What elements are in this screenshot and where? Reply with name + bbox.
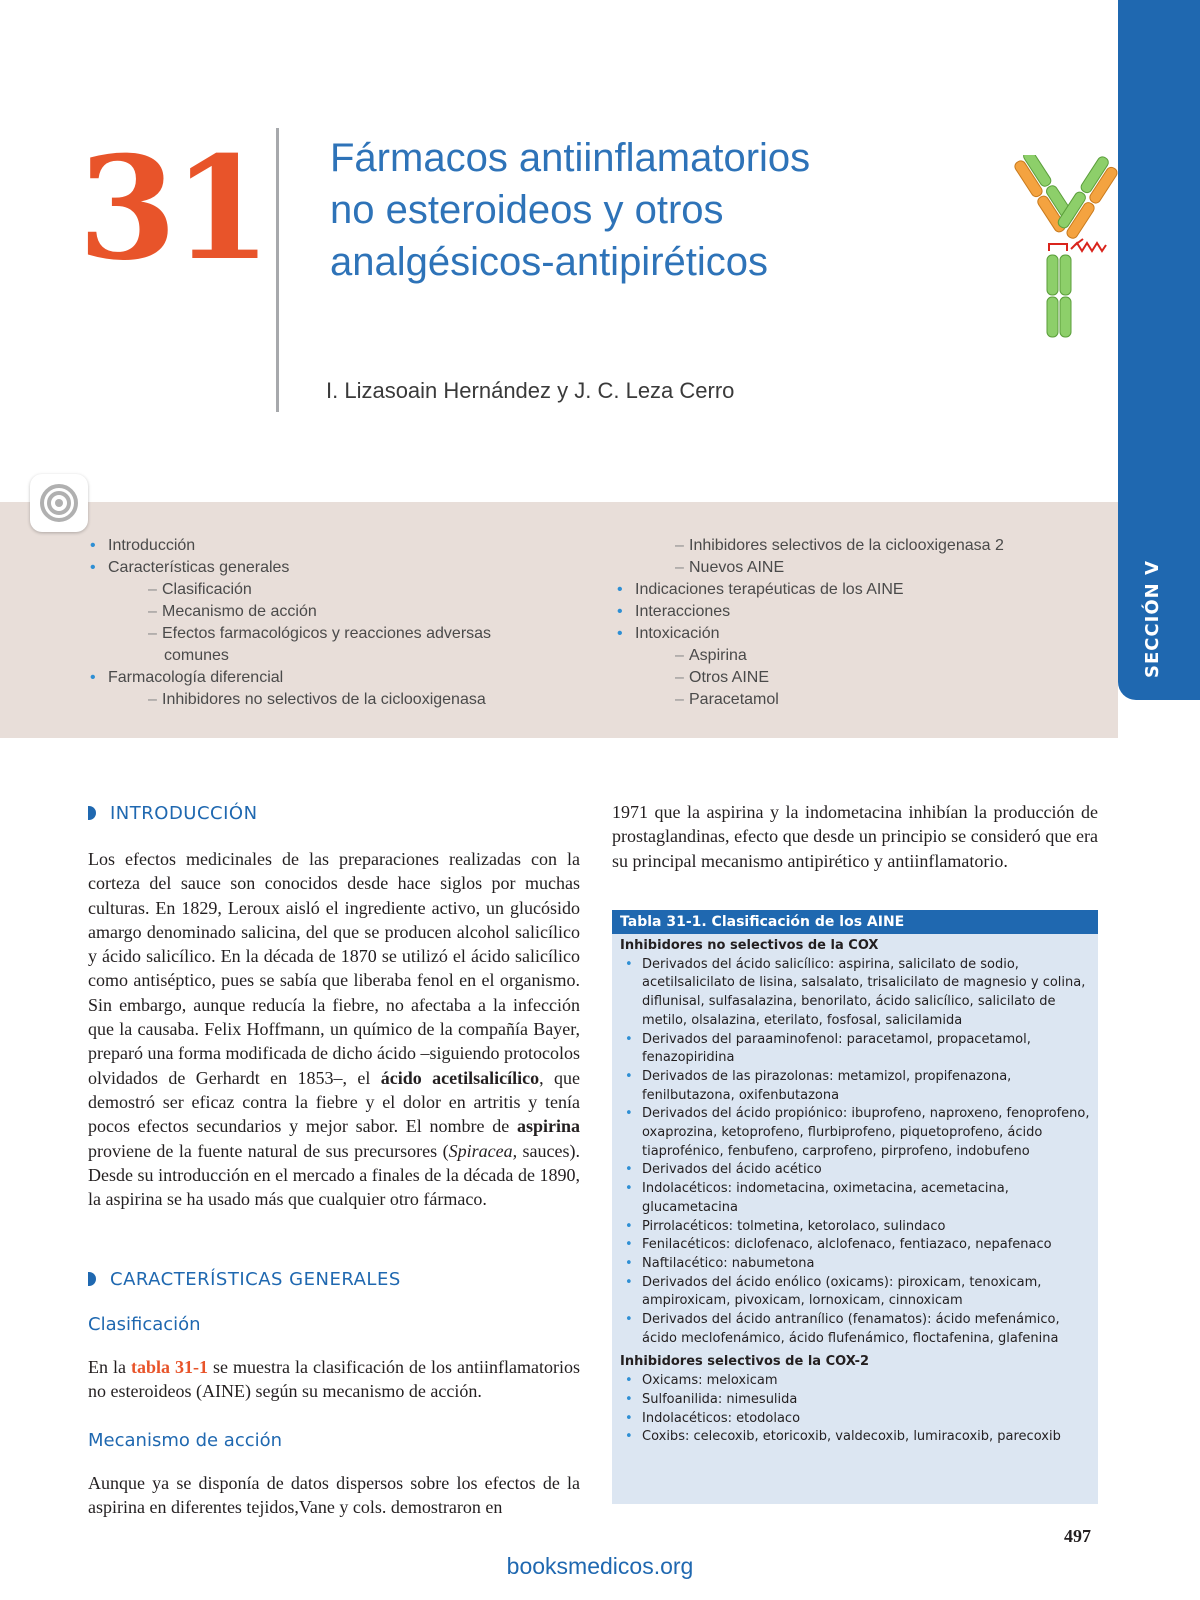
mechanism-paragraph: [88, 1471, 580, 1520]
table-list-item: • Coxibs: celecoxib, etoricoxib, valdecoxib, lumiracoxib, parecoxib: [620, 1428, 1090, 1447]
table-list-item: • Derivados del ácido enólico (oxicams): piroxicam, tenoxicam, ampiroxicam, pivoxicam, lornoxicam, cinnoxicam: [620, 1274, 1090, 1311]
antibody-right-arm: [1054, 155, 1121, 240]
outline-item: • Introducción: [90, 535, 491, 557]
outline-item: – Clasificación: [90, 579, 491, 601]
table-31-1-link[interactable]: tabla 31-1: [131, 1357, 209, 1377]
antibody-illustration: [1005, 155, 1125, 345]
table-list-item: • Oxicams: meloxicam: [620, 1372, 1090, 1391]
term-aspirina: aspirina: [516, 1116, 580, 1137]
text-run: sauces). Desde su introducción en el mercado a finales de la década de 1890, la aspirina se ha usado más que cualquier otro fármaco.: [88, 1140, 580, 1210]
footer-watermark: booksmedicos.org: [506, 1553, 694, 1579]
text-run: En la: [88, 1357, 132, 1377]
target-icon: [30, 474, 88, 532]
chapter-number: 31: [78, 126, 268, 292]
mechanism-subheading: Mecanismo de acción: [88, 1430, 283, 1451]
term-acido-acetilsalicilico: ácido acetilsalicílico: [380, 1067, 540, 1088]
chapter-title-line: analgésicos-antipiréticos: [330, 240, 769, 284]
outline-item: – Otros AINE: [617, 667, 1004, 689]
chapter-title-line: no esteroideos y otros: [330, 188, 724, 232]
classification-paragraph: [88, 1355, 580, 1404]
continued-text: 1971 que la aspirina y la indometacina inhibían la producción de prostaglandinas, efecto que desde un principio se consideró que era su principal mecanismo antipirético y antiinflamatorio.: [612, 802, 1098, 871]
table-list-item: • Derivados del ácido acético: [620, 1161, 1090, 1180]
table-title: Tabla 31-1. Clasificación de los AINE: [612, 910, 1098, 934]
table-list-item: • Fenilacéticos: diclofenaco, alclofenaco, fentiazaco, nepafenaco: [620, 1236, 1090, 1255]
outline-item: – Efectos farmacológicos y reacciones adversas: [90, 623, 491, 645]
chapter-authors: I. Lizasoain Hernández y J. C. Leza Cerro: [326, 378, 735, 403]
table-list-item: • Indolacéticos: etodolaco: [620, 1410, 1090, 1429]
outline-item: • Interacciones: [617, 601, 1004, 623]
table-group-heading: Inhibidores selectivos de la COX-2: [620, 1354, 870, 1370]
table-31-1: [612, 910, 1098, 1504]
table-list-item: • Indolacéticos: indometacina, oximetacina, acemetacina, glucametacina: [620, 1180, 1090, 1217]
outline-item: – Inhibidores no selectivos de la ciclooxigenasa: [90, 689, 491, 711]
antibody-stem: [1047, 255, 1071, 337]
text-run: proviene de la fuente natural de sus precursores (: [88, 1140, 449, 1161]
outline-item: – Mecanismo de acción: [90, 601, 491, 623]
mechanism-text: Aunque ya se disponía de datos dispersos sobre los efectos de la aspirina en diferentes tejidos,Vane y cols. demostraron en: [88, 1473, 580, 1518]
table-group-heading: Inhibidores no selectivos de la COX: [620, 938, 879, 953]
general-heading: CARACTERÍSTICAS GENERALES: [88, 1269, 401, 1290]
outline-item: comunes: [164, 647, 229, 664]
table-list-item: • Derivados del ácido salicílico: aspirina, salicilato de sodio, acetilsalicilato de lisina, salsalato, trisalicilato de magnesio y colina, diflunisal, sulfasalazina, benorilato, ácido salicílico, salicilato de metilo, olsalazina, eterilato, fosfosal, salicilamida: [620, 956, 1090, 1031]
outline-item: – Nuevos AINE: [617, 557, 1004, 579]
continued-paragraph: [612, 800, 1098, 873]
table-list-item: • Sulfoanilida: nimesulida: [620, 1391, 1090, 1410]
outline-left-column: [90, 535, 491, 711]
outline-item: • Farmacología diferencial: [90, 667, 491, 689]
table-list-item: • Derivados de las pirazolonas: metamizol, propifenazona, fenilbutazona, oxifenbutazona: [620, 1068, 1090, 1105]
classification-subheading: Clasificación: [88, 1314, 201, 1335]
outline-item: – Aspirina: [617, 645, 1004, 667]
antibody-hinge: [1049, 239, 1106, 251]
outline-item: • Intoxicación: [617, 623, 1004, 645]
term-spiracea: Spiracea,: [448, 1140, 518, 1161]
table-list-item: • Derivados del paraaminofenol: paracetamol, propacetamol, fenazopiridina: [620, 1031, 1090, 1068]
text-run: , que demostró ser eficaz contra la fiebre y el dolor en artritis y tenía pocos efectos secundarios y mejor sabor. El nombre de: [88, 1067, 581, 1137]
intro-heading: INTRODUCCIÓN: [88, 803, 258, 824]
intro-paragraph: [88, 847, 580, 1211]
header-divider: [276, 128, 279, 412]
outline-item: • Características generales: [90, 557, 491, 579]
chapter-title: [330, 132, 950, 288]
table-list-item: • Pirrolacéticos: tolmetina, ketorolaco, sulindaco: [620, 1218, 1090, 1237]
text-run: se muestra la clasificación de los antiinflamatorios no esteroideos (AINE) según su mecanismo de acción.: [88, 1357, 580, 1402]
table-body: [612, 934, 1098, 1447]
table-list-item: • Naftilacético: nabumetona: [620, 1255, 1090, 1274]
outline-item: • Indicaciones terapéuticas de los AINE: [617, 579, 1004, 601]
page-number: 497: [1064, 1526, 1091, 1546]
outline-item: – Paracetamol: [617, 689, 1004, 711]
text-run: Los efectos medicinales de las preparaciones realizadas con la corteza del sauce son conocidos desde hace siglos por muchas culturas. En 1829, Leroux aisló el ingrediente activo, un glucósido amargo denominado salicina, del que se producen alcohol salicílico y ácido salicílico. En la década de 1870 se utilizó el ácido salicílico como antiséptico, pues se sabía que liberaba fenol en el organismo. Sin embargo, aunque reducía la fiebre, no afectaba a la infección que la causaba. Felix Hoffmann, un químico de la compañía Bayer, preparó una forma modificada de dicho ácido –siguiendo protocolos olvidados de Gerhardt en 1853–, el: [88, 849, 580, 1088]
outline-right-column: [617, 535, 1004, 711]
chapter-title-line: Fármacos antiinflamatorios: [330, 136, 811, 180]
section-label: SECCIÓN V: [1142, 560, 1163, 678]
table-list-item: • Derivados del ácido propiónico: ibuprofeno, naproxeno, fenoprofeno, oxaprozina, ketoprofeno, flurbiprofeno, piquetoprofeno, ácido tiaprofénico, fenbufeno, carprofeno, pirprofeno, indobufeno: [620, 1105, 1090, 1161]
table-list-item: • Derivados del ácido antranílico (fenamatos): ácido mefenámico, ácido meclofenámico, ácido flufenámico, floctafenina, glafenina: [620, 1311, 1090, 1348]
outline-item: – Inhibidores selectivos de la ciclooxigenasa 2: [617, 535, 1004, 557]
